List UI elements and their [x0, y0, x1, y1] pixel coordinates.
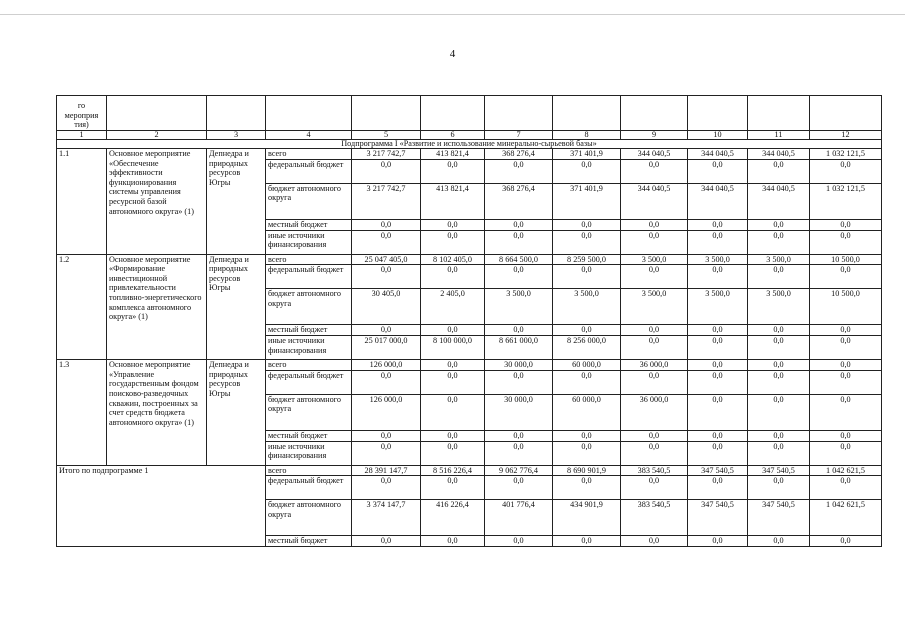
- funding-source: всего: [266, 149, 352, 160]
- column-number-cell: 7: [485, 131, 553, 140]
- header-cell: [748, 96, 810, 131]
- value-cell: 0,0: [688, 265, 748, 289]
- value-cell: 0,0: [485, 230, 553, 254]
- value-cell: 0,0: [810, 441, 882, 465]
- value-cell: 0,0: [688, 441, 748, 465]
- value-cell: 8 256 000,0: [553, 336, 621, 360]
- value-cell: 3 500,0: [621, 289, 688, 325]
- value-cell: 3 500,0: [748, 254, 810, 265]
- value-cell: 0,0: [748, 230, 810, 254]
- value-cell: 36 000,0: [621, 360, 688, 371]
- column-number-cell: 2: [107, 131, 207, 140]
- value-cell: 25 017 000,0: [352, 336, 421, 360]
- value-cell: 0,0: [748, 265, 810, 289]
- value-cell: 0,0: [485, 476, 553, 500]
- column-number-cell: 9: [621, 131, 688, 140]
- value-cell: 0,0: [810, 265, 882, 289]
- value-cell: 8 664 500,0: [485, 254, 553, 265]
- activity-executor: Депнедра и природных ресурсов Югры: [207, 149, 266, 255]
- header-cell: [107, 96, 207, 131]
- value-cell: 0,0: [352, 325, 421, 336]
- value-cell: 0,0: [553, 370, 621, 394]
- value-cell: 0,0: [421, 370, 485, 394]
- value-cell: 0,0: [621, 370, 688, 394]
- total-row: [57, 465, 882, 476]
- table-row: [57, 254, 882, 265]
- value-cell: 344 040,5: [621, 149, 688, 160]
- value-cell: 0,0: [688, 159, 748, 183]
- value-cell: 0,0: [621, 441, 688, 465]
- scan-edge-line: [0, 14, 905, 15]
- value-cell: 0,0: [485, 325, 553, 336]
- value-cell: 8 102 405,0: [421, 254, 485, 265]
- value-cell: 0,0: [688, 370, 748, 394]
- value-cell: 0,0: [621, 336, 688, 360]
- subprogram-row: [57, 140, 882, 149]
- value-cell: 371 401,9: [553, 149, 621, 160]
- value-cell: 0,0: [621, 265, 688, 289]
- value-cell: 8 661 000,0: [485, 336, 553, 360]
- header-cell: [266, 96, 352, 131]
- value-cell: 344 040,5: [688, 149, 748, 160]
- value-cell: 0,0: [810, 370, 882, 394]
- value-cell: 3 500,0: [688, 289, 748, 325]
- value-cell: 0,0: [421, 394, 485, 430]
- value-cell: 0,0: [421, 159, 485, 183]
- value-cell: 1 042 621,5: [810, 465, 882, 476]
- activity-name: Основное мероприятие «Формирование инвестиционной привлекательности топливно-энергетического комплекса автономного округа» (1): [107, 254, 207, 360]
- value-cell: 0,0: [621, 325, 688, 336]
- value-cell: 0,0: [688, 476, 748, 500]
- activity-name: Основное мероприятие «Управление государственным фондом поисково-разведочных скважин, построенных за счет средств бюджета автономного округа» (1): [107, 360, 207, 466]
- value-cell: 9 062 776,4: [485, 465, 553, 476]
- value-cell: 0,0: [621, 219, 688, 230]
- value-cell: 60 000,0: [553, 394, 621, 430]
- value-cell: 30 000,0: [485, 360, 553, 371]
- value-cell: 413 821,4: [421, 183, 485, 219]
- value-cell: 10 500,0: [810, 289, 882, 325]
- activity-number: 1.3: [57, 360, 107, 466]
- value-cell: 0,0: [352, 159, 421, 183]
- funding-source: местный бюджет: [266, 325, 352, 336]
- value-cell: 344 040,5: [621, 183, 688, 219]
- value-cell: 0,0: [421, 536, 485, 547]
- value-cell: 1 032 121,5: [810, 183, 882, 219]
- value-cell: 0,0: [621, 159, 688, 183]
- value-cell: 416 226,4: [421, 500, 485, 536]
- value-cell: 0,0: [421, 265, 485, 289]
- funding-source: бюджет автономного округа: [266, 394, 352, 430]
- value-cell: 0,0: [421, 230, 485, 254]
- funding-source: бюджет автономного округа: [266, 183, 352, 219]
- value-cell: 0,0: [810, 476, 882, 500]
- value-cell: 0,0: [621, 536, 688, 547]
- value-cell: 126 000,0: [352, 394, 421, 430]
- value-cell: 0,0: [748, 370, 810, 394]
- value-cell: 3 500,0: [688, 254, 748, 265]
- budget-table: [56, 95, 882, 547]
- header-cell: [688, 96, 748, 131]
- value-cell: 347 540,5: [688, 500, 748, 536]
- column-number-cell: 3: [207, 131, 266, 140]
- value-cell: 368 276,4: [485, 149, 553, 160]
- value-cell: 344 040,5: [748, 183, 810, 219]
- value-cell: 401 776,4: [485, 500, 553, 536]
- value-cell: 0,0: [748, 159, 810, 183]
- funding-source: иные источники финансирования: [266, 441, 352, 465]
- value-cell: 60 000,0: [553, 360, 621, 371]
- funding-source: федеральный бюджет: [266, 159, 352, 183]
- value-cell: 0,0: [688, 394, 748, 430]
- value-cell: 0,0: [748, 325, 810, 336]
- value-cell: 0,0: [748, 441, 810, 465]
- header-cell: [207, 96, 266, 131]
- value-cell: 0,0: [485, 265, 553, 289]
- value-cell: 3 217 742,7: [352, 149, 421, 160]
- value-cell: 0,0: [810, 430, 882, 441]
- value-cell: 126 000,0: [352, 360, 421, 371]
- value-cell: 0,0: [553, 441, 621, 465]
- value-cell: 0,0: [748, 336, 810, 360]
- value-cell: 0,0: [688, 336, 748, 360]
- header-cell: [421, 96, 485, 131]
- value-cell: 0,0: [688, 219, 748, 230]
- value-cell: 0,0: [810, 360, 882, 371]
- value-cell: 0,0: [810, 159, 882, 183]
- value-cell: 0,0: [485, 536, 553, 547]
- header-row-column-numbers: [57, 131, 882, 140]
- value-cell: 3 500,0: [485, 289, 553, 325]
- column-number-cell: 4: [266, 131, 352, 140]
- value-cell: 0,0: [421, 430, 485, 441]
- header-cell: [553, 96, 621, 131]
- value-cell: 0,0: [352, 370, 421, 394]
- column-number-cell: 5: [352, 131, 421, 140]
- value-cell: 0,0: [352, 219, 421, 230]
- value-cell: 3 500,0: [621, 254, 688, 265]
- header-cell: [485, 96, 553, 131]
- funding-source: всего: [266, 254, 352, 265]
- value-cell: 0,0: [352, 430, 421, 441]
- column-number-cell: 10: [688, 131, 748, 140]
- header-cell: [352, 96, 421, 131]
- value-cell: 383 540,5: [621, 500, 688, 536]
- value-cell: 3 500,0: [553, 289, 621, 325]
- value-cell: 0,0: [810, 219, 882, 230]
- page-number: 4: [449, 48, 456, 60]
- value-cell: 344 040,5: [748, 149, 810, 160]
- column-number-cell: 12: [810, 131, 882, 140]
- value-cell: 0,0: [421, 325, 485, 336]
- value-cell: 0,0: [485, 219, 553, 230]
- funding-source: местный бюджет: [266, 430, 352, 441]
- column-number-cell: 6: [421, 131, 485, 140]
- value-cell: 0,0: [688, 360, 748, 371]
- value-cell: 371 401,9: [553, 183, 621, 219]
- activity-name: Основное мероприятие «Обеспечение эффективности функционирования системы управления ресурсной базой автономного округа» (1): [107, 149, 207, 255]
- value-cell: 0,0: [352, 476, 421, 500]
- value-cell: 0,0: [748, 394, 810, 430]
- value-cell: 0,0: [553, 159, 621, 183]
- funding-source: бюджет автономного округа: [266, 500, 352, 536]
- value-cell: 0,0: [553, 230, 621, 254]
- value-cell: 0,0: [748, 476, 810, 500]
- table-body: [57, 96, 882, 547]
- value-cell: 1 032 121,5: [810, 149, 882, 160]
- value-cell: 0,0: [748, 360, 810, 371]
- value-cell: 0,0: [688, 430, 748, 441]
- value-cell: 25 047 405,0: [352, 254, 421, 265]
- value-cell: 0,0: [553, 476, 621, 500]
- value-cell: 0,0: [553, 325, 621, 336]
- funding-source: федеральный бюджет: [266, 265, 352, 289]
- value-cell: 1 042 621,5: [810, 500, 882, 536]
- value-cell: 36 000,0: [621, 394, 688, 430]
- value-cell: 0,0: [748, 430, 810, 441]
- activity-number: 1.2: [57, 254, 107, 360]
- value-cell: 344 040,5: [688, 183, 748, 219]
- activity-executor: Депнедра и природных ресурсов Югры: [207, 254, 266, 360]
- funding-source: федеральный бюджет: [266, 370, 352, 394]
- value-cell: 0,0: [485, 430, 553, 441]
- value-cell: 0,0: [485, 370, 553, 394]
- value-cell: 30 000,0: [485, 394, 553, 430]
- value-cell: 383 540,5: [621, 465, 688, 476]
- value-cell: 0,0: [810, 536, 882, 547]
- value-cell: 0,0: [688, 536, 748, 547]
- value-cell: 347 540,5: [748, 500, 810, 536]
- value-cell: 413 821,4: [421, 149, 485, 160]
- value-cell: 0,0: [485, 159, 553, 183]
- value-cell: 0,0: [621, 476, 688, 500]
- value-cell: 0,0: [621, 430, 688, 441]
- funding-source: местный бюджет: [266, 219, 352, 230]
- value-cell: 8 259 500,0: [553, 254, 621, 265]
- value-cell: 347 540,5: [688, 465, 748, 476]
- value-cell: 0,0: [485, 441, 553, 465]
- value-cell: 0,0: [688, 325, 748, 336]
- value-cell: 3 500,0: [748, 289, 810, 325]
- value-cell: 0,0: [421, 476, 485, 500]
- value-cell: 0,0: [421, 219, 485, 230]
- value-cell: 0,0: [748, 219, 810, 230]
- activity-executor: Депнедра и природных ресурсов Югры: [207, 360, 266, 466]
- value-cell: 0,0: [553, 536, 621, 547]
- value-cell: 0,0: [352, 230, 421, 254]
- funding-source: местный бюджет: [266, 536, 352, 547]
- table-row: [57, 360, 882, 371]
- value-cell: 8 516 226,4: [421, 465, 485, 476]
- value-cell: 0,0: [352, 441, 421, 465]
- value-cell: 0,0: [352, 265, 421, 289]
- value-cell: 3 374 147,7: [352, 500, 421, 536]
- activity-number: 1.1: [57, 149, 107, 255]
- header-row-labels: [57, 96, 882, 131]
- funding-source: иные источники финансирования: [266, 230, 352, 254]
- value-cell: 0,0: [553, 430, 621, 441]
- value-cell: 0,0: [810, 230, 882, 254]
- funding-source: бюджет автономного округа: [266, 289, 352, 325]
- value-cell: 2 405,0: [421, 289, 485, 325]
- value-cell: 0,0: [688, 230, 748, 254]
- value-cell: 0,0: [553, 265, 621, 289]
- value-cell: 0,0: [748, 536, 810, 547]
- header-first-col: го мероприя тия): [57, 96, 107, 131]
- value-cell: 10 500,0: [810, 254, 882, 265]
- table-row: [57, 149, 882, 160]
- column-number-cell: 8: [553, 131, 621, 140]
- value-cell: 347 540,5: [748, 465, 810, 476]
- value-cell: 368 276,4: [485, 183, 553, 219]
- value-cell: 8 690 901,9: [553, 465, 621, 476]
- subprogram-title: Подпрограмма I «Развитие и использование минерально-сырьевой базы»: [57, 140, 882, 149]
- value-cell: 0,0: [352, 536, 421, 547]
- funding-source: федеральный бюджет: [266, 476, 352, 500]
- header-cell: [621, 96, 688, 131]
- value-cell: 434 901,9: [553, 500, 621, 536]
- funding-source: всего: [266, 465, 352, 476]
- value-cell: 0,0: [621, 230, 688, 254]
- value-cell: 0,0: [810, 325, 882, 336]
- value-cell: 0,0: [421, 441, 485, 465]
- column-number-cell: 11: [748, 131, 810, 140]
- total-label: Итого по подпрограмме 1: [57, 465, 266, 547]
- header-cell: [810, 96, 882, 131]
- value-cell: 0,0: [421, 360, 485, 371]
- value-cell: 28 391 147,7: [352, 465, 421, 476]
- funding-source: всего: [266, 360, 352, 371]
- column-number-cell: 1: [57, 131, 107, 140]
- value-cell: 3 217 742,7: [352, 183, 421, 219]
- value-cell: 30 405,0: [352, 289, 421, 325]
- value-cell: 0,0: [810, 394, 882, 430]
- funding-source: иные источники финансирования: [266, 336, 352, 360]
- value-cell: 0,0: [810, 336, 882, 360]
- value-cell: 8 100 000,0: [421, 336, 485, 360]
- value-cell: 0,0: [553, 219, 621, 230]
